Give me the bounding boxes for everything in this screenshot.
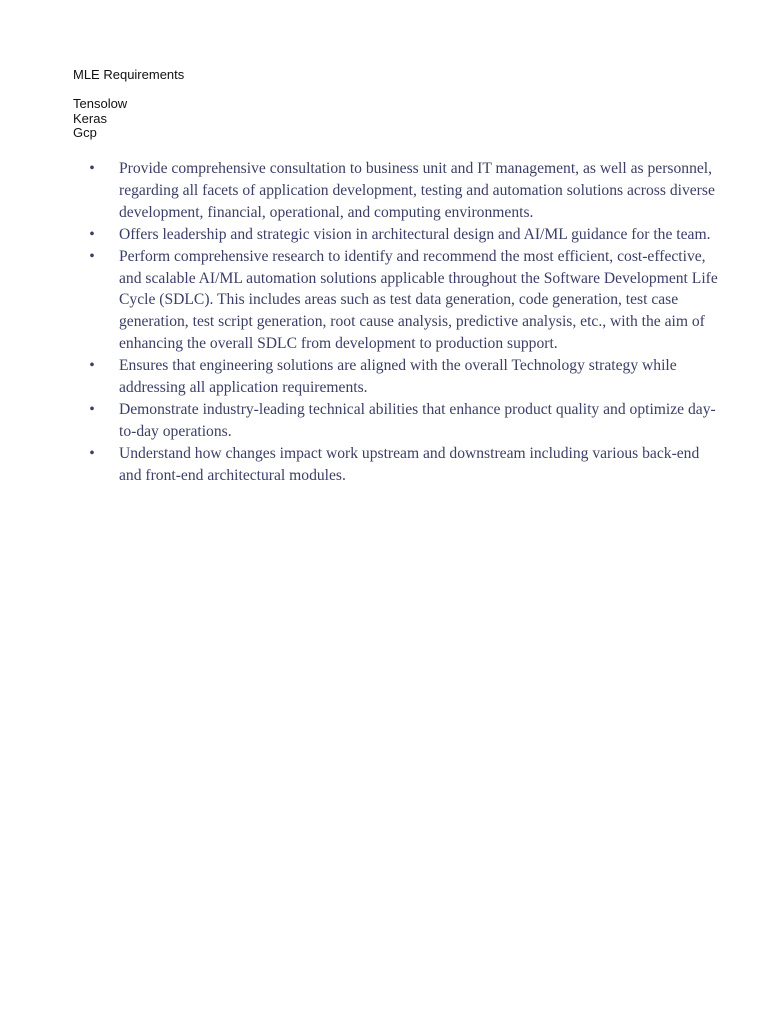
technology-item: Tensolow <box>73 96 128 111</box>
requirement-text: Perform comprehensive research to identify and recommend the most efficient, cost-effective, and scalable AI/ML automation solutions applicable throughout the Software Development Life Cycle (SDLC). This includes areas such as test data generation, code generation, test case generation, test script generation, root cause analysis, predictive analysis, etc., with the aim of enhancing the overall SDLC from development to production support. <box>119 247 718 353</box>
requirement-item <box>82 399 722 443</box>
requirement-text: Understand how changes impact work upstream and downstream including various back-end and front-end architectural modules. <box>119 444 700 484</box>
bullet-icon: • <box>89 444 95 462</box>
requirement-item <box>82 224 722 246</box>
technology-list <box>73 97 127 141</box>
requirement-item <box>82 443 722 487</box>
requirement-text: Offers leadership and strategic vision in architectural design and AI/ML guidance for the team. <box>119 225 711 243</box>
bullet-icon: • <box>89 247 95 265</box>
requirement-text: Ensures that engineering solutions are aligned with the overall Technology strategy while addressing all application requirements. <box>119 357 677 397</box>
bullet-icon: • <box>89 357 95 375</box>
requirement-text: Provide comprehensive consultation to business unit and IT management, as well as personnel, regarding all facets of application development, testing and automation solutions across diverse development, financial, operational, and computing environments. <box>119 160 715 221</box>
requirement-item <box>82 355 722 399</box>
requirement-item <box>82 246 722 356</box>
bullet-icon: • <box>89 225 95 243</box>
bullet-icon: • <box>89 400 95 418</box>
document-heading: MLE Requirements <box>73 67 185 82</box>
requirement-item <box>82 158 722 224</box>
bullet-icon: • <box>89 160 95 177</box>
requirement-text: Demonstrate industry-leading technical abilities that enhance product quality and optimize day-to-day operations. <box>119 400 716 440</box>
technology-item: Keras <box>73 110 107 126</box>
technology-item: Gcp <box>73 125 97 140</box>
requirements-list <box>82 158 722 487</box>
